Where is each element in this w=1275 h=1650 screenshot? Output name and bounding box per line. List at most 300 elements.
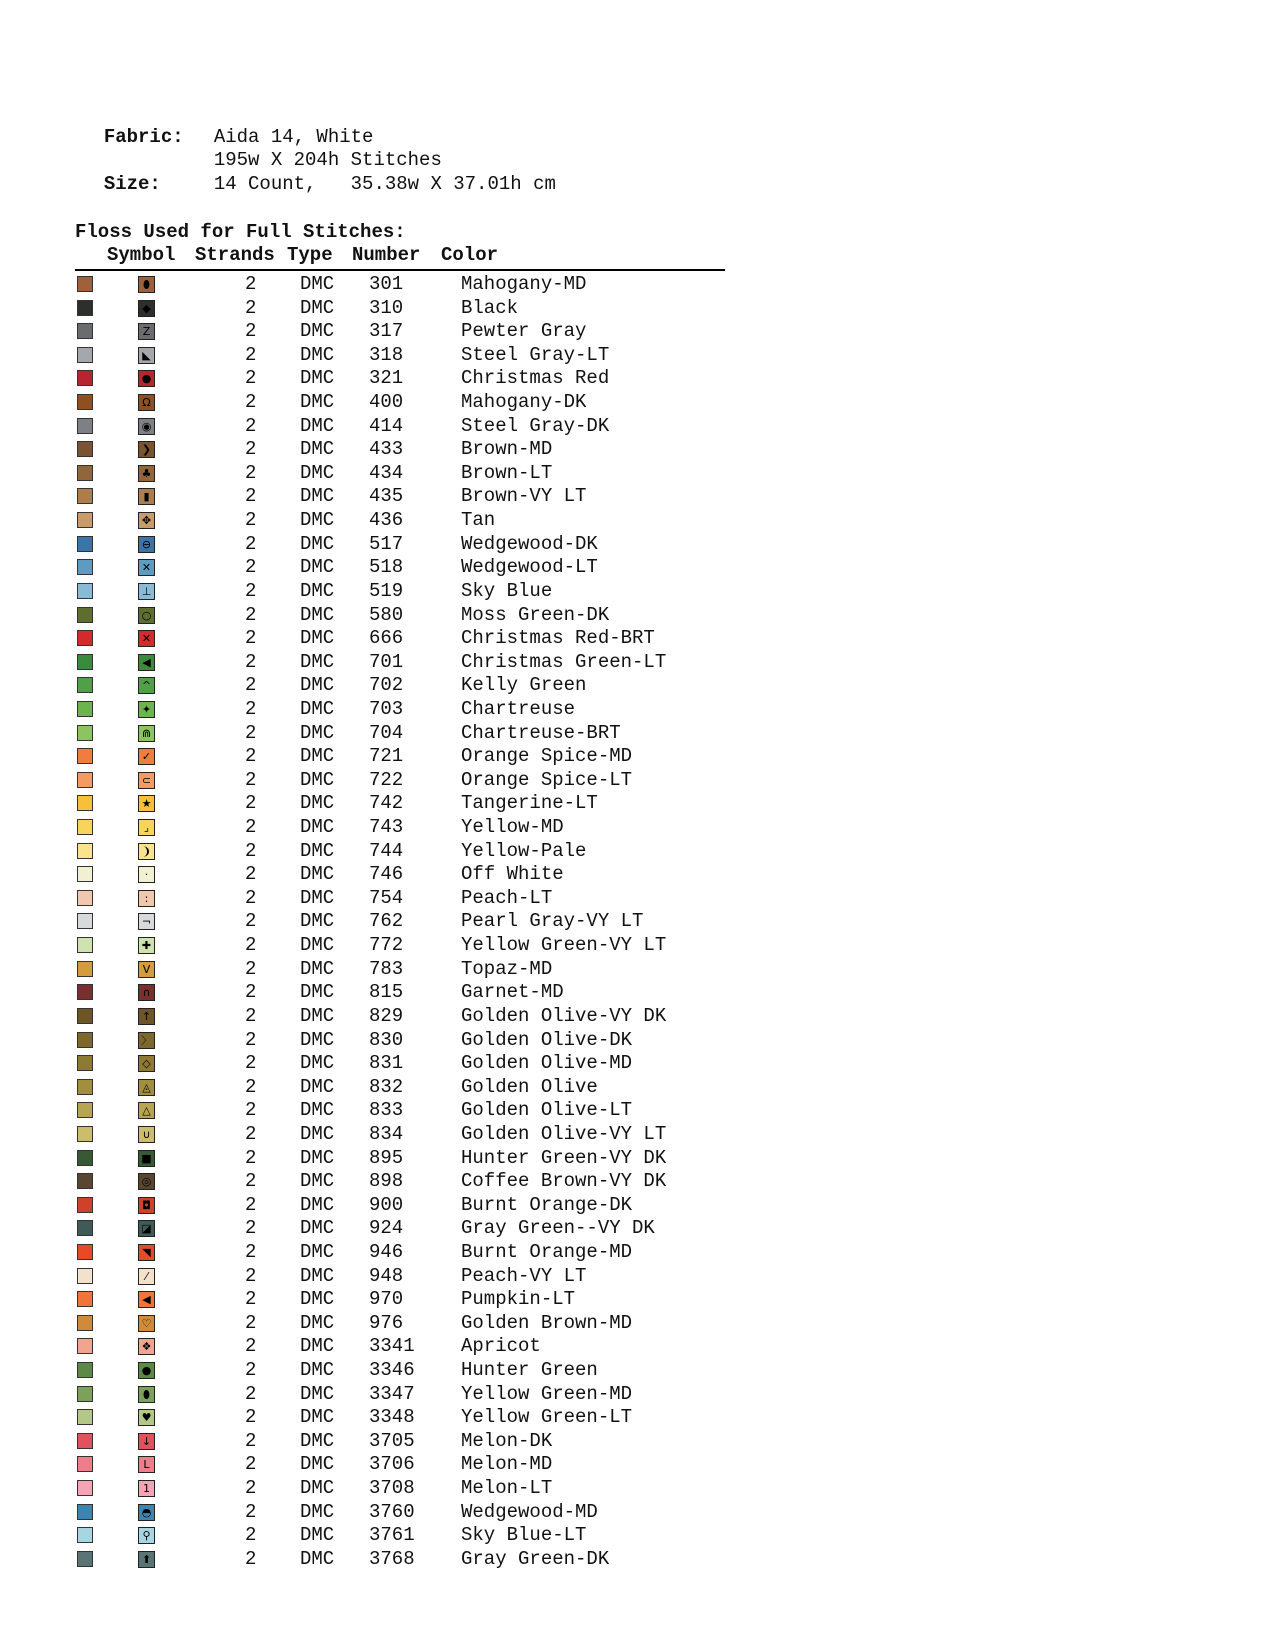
floss-row (75, 1099, 775, 1123)
strands-value: 2 (245, 910, 257, 933)
symbol-icon: ^ (138, 677, 155, 694)
type-value: DMC (300, 957, 335, 980)
color-swatch (77, 1386, 93, 1402)
strands-value: 2 (245, 579, 257, 602)
color-name: Melon-LT (461, 1477, 553, 1500)
type-value: DMC (300, 1547, 335, 1570)
type-value: DMC (300, 768, 335, 791)
type-value: DMC (300, 296, 335, 319)
number-value: 744 (369, 839, 404, 862)
symbol-icon: L (138, 1456, 155, 1473)
color-name: Melon-DK (461, 1429, 553, 1452)
floss-row (75, 1383, 775, 1407)
number-value: 900 (369, 1193, 404, 1216)
type-value: DMC (300, 1382, 335, 1405)
type-value: DMC (300, 816, 335, 839)
stitches-value: 195w X 204h Stitches (213, 149, 442, 171)
type-value: DMC (300, 1500, 335, 1523)
symbol-icon: · (138, 866, 155, 883)
strands-value: 2 (245, 1429, 257, 1452)
type-value: DMC (300, 650, 335, 673)
color-swatch (77, 1551, 93, 1567)
strands-value: 2 (245, 697, 257, 720)
symbol-icon: ✚ (138, 937, 155, 954)
color-swatch (77, 1456, 93, 1472)
number-value: 3706 (369, 1453, 415, 1476)
number-value: 762 (369, 910, 404, 933)
color-swatch (77, 961, 93, 977)
number-value: 924 (369, 1217, 404, 1240)
symbol-icon: ⬆ (138, 1551, 155, 1568)
strands-value: 2 (245, 1264, 257, 1287)
color-swatch (77, 843, 93, 859)
color-swatch (77, 1362, 93, 1378)
strands-value: 2 (245, 1170, 257, 1193)
color-swatch (77, 1173, 93, 1189)
color-name: Chartreuse (461, 697, 576, 720)
strands-value: 2 (245, 1288, 257, 1311)
color-name: Christmas Red-BRT (461, 627, 655, 650)
number-value: 743 (369, 816, 404, 839)
color-swatch (77, 913, 93, 929)
color-name: Golden Olive-VY DK (461, 1004, 667, 1027)
color-swatch (77, 347, 93, 363)
symbol-icon: ✥ (138, 512, 155, 529)
fabric-label: Fabric: (103, 126, 184, 148)
floss-row (75, 297, 775, 321)
color-name: Wedgewood-DK (461, 532, 598, 555)
number-value: 832 (369, 1075, 404, 1098)
symbol-icon: ⊥ (138, 583, 155, 600)
strands-value: 2 (245, 768, 257, 791)
type-value: DMC (300, 1288, 335, 1311)
type-value: DMC (300, 320, 335, 343)
floss-row (75, 1265, 775, 1289)
number-value: 518 (369, 556, 404, 579)
floss-row (75, 981, 775, 1005)
color-swatch (77, 701, 93, 717)
symbol-icon: ⊂ (138, 772, 155, 789)
type-value: DMC (300, 863, 335, 886)
symbol-icon: ◀ (138, 1291, 155, 1308)
symbol-icon: ❖ (138, 1338, 155, 1355)
color-swatch (77, 323, 93, 339)
color-name: Yellow-MD (461, 816, 564, 839)
color-swatch (77, 748, 93, 764)
type-value: DMC (300, 1359, 335, 1382)
number-value: 746 (369, 863, 404, 886)
header-color: Color (441, 244, 499, 266)
symbol-icon: ▮ (138, 488, 155, 505)
type-value: DMC (300, 1335, 335, 1358)
color-name: Peach-VY LT (461, 1264, 587, 1287)
strands-value: 2 (245, 839, 257, 862)
floss-row (75, 273, 775, 297)
number-value: 435 (369, 485, 404, 508)
type-value: DMC (300, 532, 335, 555)
type-value: DMC (300, 1429, 335, 1452)
strands-value: 2 (245, 509, 257, 532)
floss-row (75, 722, 775, 746)
floss-row (75, 367, 775, 391)
symbol-icon: V (138, 961, 155, 978)
color-name: Golden Brown-MD (461, 1311, 633, 1334)
type-value: DMC (300, 485, 335, 508)
floss-row (75, 840, 775, 864)
type-value: DMC (300, 981, 335, 1004)
size-row (81, 150, 556, 196)
floss-row (75, 1477, 775, 1501)
floss-row (75, 462, 775, 486)
strands-value: 2 (245, 273, 257, 295)
number-value: 580 (369, 603, 404, 626)
header-strands: Strands (195, 244, 275, 266)
color-name: Yellow Green-LT (461, 1406, 633, 1429)
symbol-icon: ↑ (138, 1008, 155, 1025)
number-value: 3761 (369, 1524, 415, 1547)
symbol-icon: : (138, 890, 155, 907)
strands-value: 2 (245, 934, 257, 957)
color-name: Tan (461, 509, 496, 532)
number-value: 434 (369, 461, 404, 484)
type-value: DMC (300, 367, 335, 390)
color-swatch (77, 583, 93, 599)
number-value: 721 (369, 745, 404, 768)
symbol-icon: 1 (138, 1480, 155, 1497)
color-swatch (77, 1008, 93, 1024)
number-value: 3347 (369, 1382, 415, 1405)
symbol-icon: ⋒ (138, 725, 155, 742)
type-value: DMC (300, 745, 335, 768)
number-value: 783 (369, 957, 404, 980)
number-value: 742 (369, 792, 404, 815)
type-value: DMC (300, 1099, 335, 1122)
color-name: Golden Olive-DK (461, 1028, 633, 1051)
number-value: 301 (369, 273, 404, 295)
color-swatch (77, 819, 93, 835)
type-value: DMC (300, 1075, 335, 1098)
color-name: Wedgewood-LT (461, 556, 598, 579)
strands-value: 2 (245, 745, 257, 768)
symbol-icon: ♣ (138, 465, 155, 482)
strands-value: 2 (245, 1052, 257, 1075)
symbol-icon: ◪ (138, 1220, 155, 1237)
strands-value: 2 (245, 603, 257, 626)
color-swatch (77, 1527, 93, 1543)
color-swatch (77, 866, 93, 882)
type-value: DMC (300, 1477, 335, 1500)
type-value: DMC (300, 343, 335, 366)
floss-row (75, 910, 775, 934)
symbol-icon: ♡ (138, 1315, 155, 1332)
color-name: Golden Olive-MD (461, 1052, 633, 1075)
color-name: Yellow-Pale (461, 839, 587, 862)
symbol-icon: ∩ (138, 984, 155, 1001)
type-value: DMC (300, 1052, 335, 1075)
floss-row (75, 438, 775, 462)
type-value: DMC (300, 509, 335, 532)
color-name: Coffee Brown-VY DK (461, 1170, 667, 1193)
color-name: Wedgewood-MD (461, 1500, 598, 1523)
number-value: 829 (369, 1004, 404, 1027)
floss-row (75, 533, 775, 557)
color-swatch (77, 1150, 93, 1166)
type-value: DMC (300, 1028, 335, 1051)
header-number: Number (352, 244, 421, 266)
symbol-icon: ¬ (138, 913, 155, 930)
color-name: Pearl Gray-VY LT (461, 910, 644, 933)
number-value: 3705 (369, 1429, 415, 1452)
number-value: 400 (369, 391, 404, 414)
symbol-icon: ⊖ (138, 536, 155, 553)
color-swatch (77, 1315, 93, 1331)
color-swatch (77, 276, 93, 292)
symbol-icon: ⁄ (138, 1268, 155, 1285)
symbol-icon: ∪ (138, 1126, 155, 1143)
type-value: DMC (300, 461, 335, 484)
color-swatch (77, 1409, 93, 1425)
symbol-icon: Z (138, 323, 155, 340)
floss-row (75, 415, 775, 439)
size-value: 14 Count, 35.38w X 37.01h cm (213, 173, 556, 195)
floss-row (75, 1406, 775, 1430)
number-value: 310 (369, 296, 404, 319)
type-value: DMC (300, 839, 335, 862)
color-name: Yellow Green-VY LT (461, 934, 667, 957)
color-name: Melon-MD (461, 1453, 553, 1476)
floss-row (75, 485, 775, 509)
floss-row (75, 604, 775, 628)
strands-value: 2 (245, 886, 257, 909)
symbol-icon: ● (138, 1362, 155, 1379)
floss-row (75, 320, 775, 344)
number-value: 702 (369, 674, 404, 697)
type-value: DMC (300, 1524, 335, 1547)
strands-value: 2 (245, 1524, 257, 1547)
color-name: Kelly Green (461, 674, 587, 697)
color-swatch (77, 937, 93, 953)
color-name: Burnt Orange-MD (461, 1240, 633, 1263)
color-swatch (77, 725, 93, 741)
strands-value: 2 (245, 627, 257, 650)
type-value: DMC (300, 627, 335, 650)
number-value: 722 (369, 768, 404, 791)
symbol-icon: ⬮ (138, 1386, 155, 1403)
type-value: DMC (300, 1406, 335, 1429)
number-value: 3348 (369, 1406, 415, 1429)
type-value: DMC (300, 556, 335, 579)
color-swatch (77, 1197, 93, 1213)
color-name: Pewter Gray (461, 320, 587, 343)
floss-row (75, 1076, 775, 1100)
type-value: DMC (300, 1264, 335, 1287)
color-swatch (77, 677, 93, 693)
number-value: 318 (369, 343, 404, 366)
color-swatch (77, 370, 93, 386)
strands-value: 2 (245, 1453, 257, 1476)
strands-value: 2 (245, 816, 257, 839)
symbol-icon: ⌟ (138, 819, 155, 836)
color-name: Black (461, 296, 519, 319)
number-value: 834 (369, 1122, 404, 1145)
number-value: 833 (369, 1099, 404, 1122)
color-name: Christmas Red (461, 367, 610, 390)
number-value: 772 (369, 934, 404, 957)
symbol-icon: ◣ (138, 347, 155, 364)
floss-row (75, 556, 775, 580)
floss-row (75, 1359, 775, 1383)
color-name: Pumpkin-LT (461, 1288, 576, 1311)
type-value: DMC (300, 1240, 335, 1263)
type-value: DMC (300, 934, 335, 957)
strands-value: 2 (245, 1075, 257, 1098)
fabric-value: Aida 14, White (213, 126, 374, 148)
color-swatch (77, 1032, 93, 1048)
color-swatch (77, 1055, 93, 1071)
floss-row (75, 1123, 775, 1147)
strands-value: 2 (245, 296, 257, 319)
strands-value: 2 (245, 674, 257, 697)
color-swatch (77, 465, 93, 481)
type-value: DMC (300, 1146, 335, 1169)
color-swatch (77, 1291, 93, 1307)
type-value: DMC (300, 1170, 335, 1193)
symbol-icon: ◆ (138, 300, 155, 317)
color-name: Orange Spice-MD (461, 745, 633, 768)
symbol-icon: Ω (138, 394, 155, 411)
number-value: 976 (369, 1311, 404, 1334)
floss-row (75, 1453, 775, 1477)
symbol-icon: ✕ (138, 559, 155, 576)
symbol-icon: ✕ (138, 630, 155, 647)
color-swatch (77, 441, 93, 457)
color-name: Golden Olive-LT (461, 1099, 633, 1122)
color-name: Hunter Green (461, 1359, 598, 1382)
floss-row (75, 1241, 775, 1265)
number-value: 3346 (369, 1359, 415, 1382)
number-value: 414 (369, 414, 404, 437)
type-value: DMC (300, 1217, 335, 1240)
color-name: Mahogany-DK (461, 391, 587, 414)
number-value: 815 (369, 981, 404, 1004)
number-value: 703 (369, 697, 404, 720)
color-name: Mahogany-MD (461, 273, 587, 295)
color-swatch (77, 984, 93, 1000)
type-value: DMC (300, 721, 335, 744)
color-name: Orange Spice-LT (461, 768, 633, 791)
symbol-icon: ◬ (138, 1079, 155, 1096)
floss-row (75, 391, 775, 415)
floss-row (75, 1524, 775, 1548)
floss-row (75, 816, 775, 840)
strands-value: 2 (245, 1004, 257, 1027)
number-value: 831 (369, 1052, 404, 1075)
color-name: Burnt Orange-DK (461, 1193, 633, 1216)
symbol-icon: ● (138, 370, 155, 387)
strands-value: 2 (245, 1240, 257, 1263)
color-name: Hunter Green-VY DK (461, 1146, 667, 1169)
floss-row (75, 769, 775, 793)
number-value: 321 (369, 367, 404, 390)
number-value: 754 (369, 886, 404, 909)
floss-row (75, 745, 775, 769)
number-value: 704 (369, 721, 404, 744)
symbol-icon: ♥ (138, 1409, 155, 1426)
type-value: DMC (300, 697, 335, 720)
color-swatch (77, 418, 93, 434)
color-name: Topaz-MD (461, 957, 553, 980)
color-swatch (77, 300, 93, 316)
floss-row (75, 792, 775, 816)
floss-row (75, 1029, 775, 1053)
color-swatch (77, 772, 93, 788)
floss-row (75, 863, 775, 887)
floss-row (75, 1217, 775, 1241)
floss-row (75, 1501, 775, 1525)
color-swatch (77, 1480, 93, 1496)
number-value: 898 (369, 1170, 404, 1193)
strands-value: 2 (245, 343, 257, 366)
color-name: Sky Blue-LT (461, 1524, 587, 1547)
type-value: DMC (300, 603, 335, 626)
floss-row (75, 1288, 775, 1312)
type-value: DMC (300, 273, 335, 295)
symbol-icon: ◇ (138, 1055, 155, 1072)
strands-value: 2 (245, 485, 257, 508)
number-value: 3341 (369, 1335, 415, 1358)
number-value: 3760 (369, 1500, 415, 1523)
strands-value: 2 (245, 1500, 257, 1523)
symbol-icon: ❯ (138, 441, 155, 458)
symbol-icon: ❩ (138, 843, 155, 860)
color-name: Yellow Green-MD (461, 1382, 633, 1405)
floss-row (75, 344, 775, 368)
floss-row (75, 1548, 775, 1572)
number-value: 895 (369, 1146, 404, 1169)
floss-row (75, 1170, 775, 1194)
symbol-icon: ◀ (138, 654, 155, 671)
color-name: Brown-LT (461, 461, 553, 484)
symbol-icon: ⚲ (138, 1527, 155, 1544)
number-value: 519 (369, 579, 404, 602)
floss-row (75, 1335, 775, 1359)
type-value: DMC (300, 792, 335, 815)
floss-row (75, 698, 775, 722)
strands-value: 2 (245, 1122, 257, 1145)
strands-value: 2 (245, 650, 257, 673)
header-symbol: Symbol (107, 244, 176, 266)
symbol-icon: ◥ (138, 1244, 155, 1261)
color-swatch (77, 512, 93, 528)
symbol-icon: ◓ (138, 1504, 155, 1521)
symbol-icon: ✓ (138, 748, 155, 765)
strands-value: 2 (245, 1406, 257, 1429)
strands-value: 2 (245, 556, 257, 579)
symbol-icon: ↓ (138, 1433, 155, 1450)
color-swatch (77, 1433, 93, 1449)
strands-value: 2 (245, 461, 257, 484)
size-label: Size: (103, 173, 161, 195)
floss-table-header (75, 244, 725, 271)
symbol-icon: ◎ (138, 1173, 155, 1190)
color-swatch (77, 1338, 93, 1354)
color-swatch (77, 1244, 93, 1260)
color-swatch (77, 607, 93, 623)
strands-value: 2 (245, 414, 257, 437)
number-value: 948 (369, 1264, 404, 1287)
strands-value: 2 (245, 1028, 257, 1051)
floss-row (75, 958, 775, 982)
